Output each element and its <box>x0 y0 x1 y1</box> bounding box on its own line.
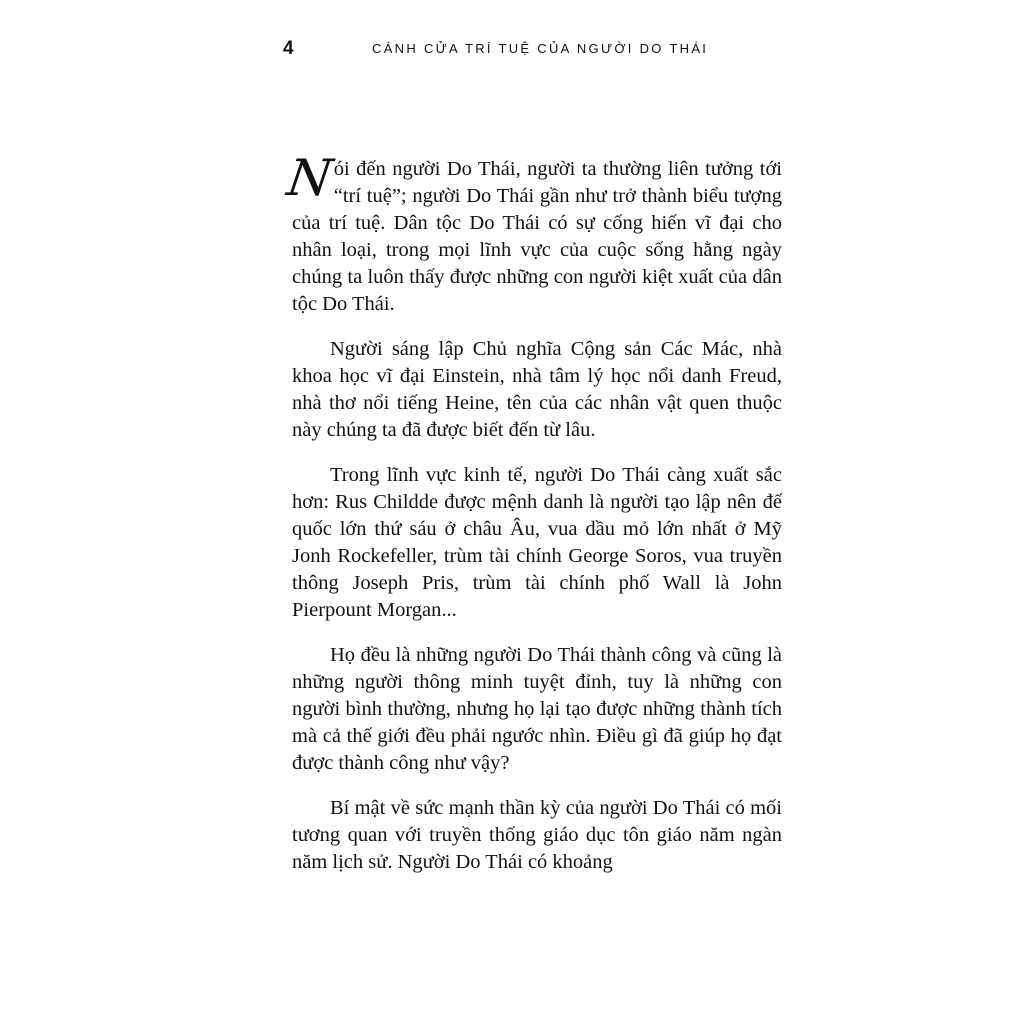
paragraph-5: Bí mật về sức mạnh thần kỳ của người Do Thái có mối tương quan với truyền thống giáo dục tôn giáo năm ngàn năm lịch sử. Người Do Thái có khoảng <box>292 797 782 873</box>
paragraph-2: Người sáng lập Chủ nghĩa Cộng sản Các Mác, nhà khoa học vĩ đại Einstein, nhà tâm lý học nổi danh Freud, nhà thơ nổi tiếng Heine, tên của các nhân vật quen thuộc này chúng ta đã được biết đến từ lâu. <box>292 338 782 441</box>
paragraph-4: Họ đều là những người Do Thái thành công và cũng là những người thông minh tuyệt đỉnh, tuy là những con người bình thường, nhưng họ lại tạo được những thành tích mà cả thế giới đều phải ngước nhìn. Điều gì đã giúp họ đạt được thành công như vậy? <box>292 644 782 774</box>
body-text <box>283 149 782 894</box>
page-header <box>283 36 743 62</box>
drop-cap: N <box>283 149 336 207</box>
paragraph-1-text: ói đến người Do Thái, người ta thường liên tưởng tới “trí tuệ”; người Do Thái gần như trở thành biểu tượng của trí tuệ. Dân tộc Do Thái có sự cống hiến vĩ đại cho nhân loại, trong mọi lĩnh vực của cuộc sống hằng ngày chúng ta luôn thấy được những con người kiệt xuất của dân tộc Do Thái. <box>292 158 782 315</box>
paragraph-3: Trong lĩnh vực kinh tế, người Do Thái càng xuất sắc hơn: Rus Childde được mệnh danh là người tạo lập nên đế quốc lớn thứ sáu ở châu Âu, vua dầu mỏ lớn nhất ở Mỹ Jonh Rockefeller, trùm tài chính George Soros, vua truyền thông Joseph Pris, trùm tài chính phố Wall là John Pierpount Morgan... <box>292 464 782 621</box>
running-title: CÁNH CỬA TRÍ TUỆ CỦA NGƯỜI DO THÁI <box>372 41 709 56</box>
paragraph-1 <box>283 149 782 318</box>
page-number: 4 <box>283 38 294 59</box>
